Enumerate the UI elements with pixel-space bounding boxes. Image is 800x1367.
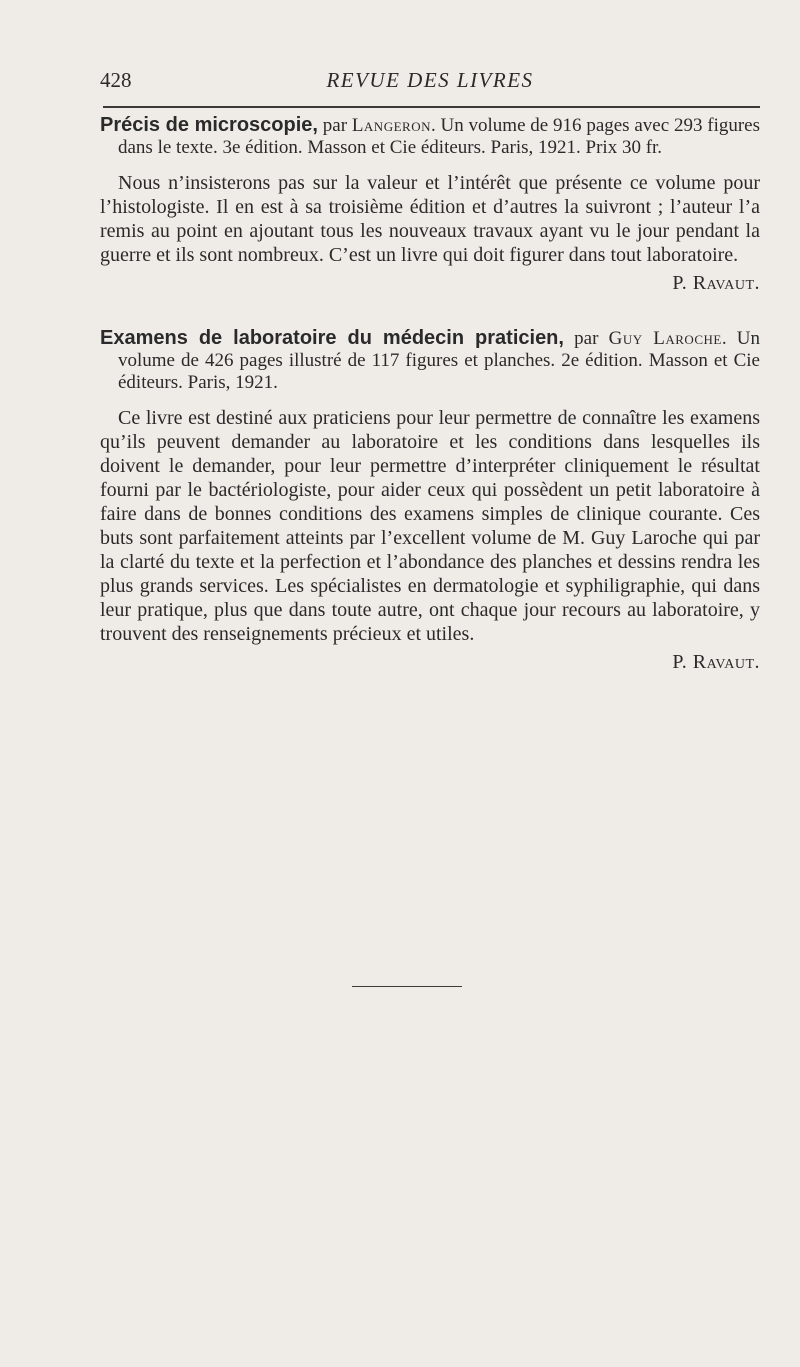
book-title: Examens de laboratoire du médecin praticien, (100, 327, 564, 349)
entry-heading (100, 327, 760, 394)
review-entry (100, 114, 760, 295)
end-rule (352, 986, 462, 987)
review-entry (100, 327, 760, 674)
page-content (100, 114, 760, 674)
book-author: Langeron (351, 115, 431, 136)
header-rule (103, 106, 760, 108)
page-number: 428 (100, 68, 132, 92)
review-body: Ce livre est destiné aux praticiens pour leur permettre de connaître les examens qu’ils peuvent demander au laboratoire et les conditions dans lesquelles ils doivent le demander, pour leur permettre d’interpréter cliniquement le résultat fourni par le bactériologiste, pour aider ceux qui possèdent un petit laboratoire à faire dans de bonnes conditions des examens simples de clinique courante. Ces buts sont parfaitement atteints par l’excellent volume de M. Guy Laroche qui par la clarté du texte et la perfection et l’abondance des planches et dessins rendra les plus grands services. Les spécialistes en dermatologie et syphiligraphie, qui dans leur pratique, plus que dans toute autre, ont chaque jour recours au laboratoire, y trouvent des renseignements précieux et utiles. (100, 407, 760, 645)
author-prefix: par (317, 115, 352, 136)
entry-spacer (100, 295, 760, 327)
reviewer-signature: P. Ravaut. (672, 272, 760, 294)
book-details: . Un volume de 916 pages avec 293 figures dans le texte. 3e édition. Masson et Cie éditeurs. Paris, 1921. Prix 30 fr. (118, 115, 761, 158)
page-header (100, 68, 760, 98)
author-prefix: par (563, 328, 609, 349)
book-title: Précis de microscopie, (100, 114, 318, 136)
running-title: REVUE DES LIVRES (326, 68, 534, 92)
entry-heading (100, 114, 760, 159)
book-details: . Un volume de 426 pages illustré de 117 figures et planches. 2e édition. Masson et Cie éditeurs. Paris, 1921. (118, 328, 760, 393)
book-author: Guy Laroche (608, 328, 722, 349)
review-body: Nous n’insisterons pas sur la valeur et l’intérêt que présente ce volume pour l’histologiste. Il en est à sa troisième édition et d’autres la suivront ; l’auteur l’a remis au point en ajoutant tous les nouveaux travaux ayant vu le jour pendant la guerre et ils sont nombreux. C’est un livre qui doit figurer dans tout laboratoire. (100, 172, 760, 266)
reviewer-signature: P. Ravaut. (672, 651, 760, 673)
